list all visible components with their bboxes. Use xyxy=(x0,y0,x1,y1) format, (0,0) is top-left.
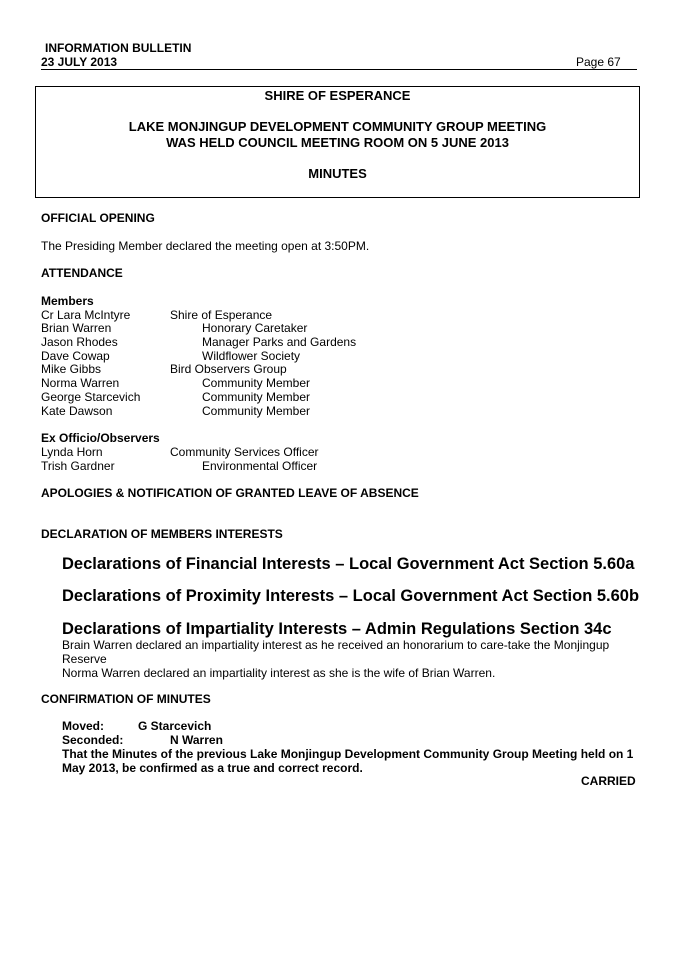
meeting-title-line1: LAKE MONJINGUP DEVELOPMENT COMMUNITY GROUP MEETING xyxy=(128,119,547,134)
member-role: Community Member xyxy=(202,404,311,418)
impartiality-interests-heading: Declarations of Impartiality Interests – Admin Regulations Section 34c xyxy=(62,620,612,638)
observer-role: Environmental Officer xyxy=(202,459,318,473)
bulletin-date: 23 JULY 2013 xyxy=(41,55,118,69)
member-name: Dave Cowap xyxy=(41,349,110,363)
member-name: Jason Rhodes xyxy=(41,335,118,349)
meeting-title-line2: WAS HELD COUNCIL MEETING ROOM ON 5 JUNE 2013 xyxy=(166,135,509,150)
resolution-text: That the Minutes of the previous Lake Monjingup Development Community Group Meeting held on 1 May 2013, be confirmed as a true and correct record. xyxy=(62,747,634,775)
seconded-label: Seconded: xyxy=(62,733,124,747)
header-rule xyxy=(41,69,637,70)
moved-label: Moved: xyxy=(62,719,104,733)
financial-interests-heading: Declarations of Financial Interests – Local Government Act Section 5.60a xyxy=(62,555,635,573)
opening-text: The Presiding Member declared the meeting open at 3:50PM. xyxy=(41,239,370,253)
impartiality-declaration-2: Norma Warren declared an impartiality interest as she is the wife of Brian Warren. xyxy=(62,666,496,680)
page-number: Page 67 xyxy=(576,55,621,69)
member-name: Cr Lara McIntyre xyxy=(41,308,131,322)
bulletin-title: INFORMATION BULLETIN xyxy=(45,41,192,55)
observers-heading: Ex Officio/Observers xyxy=(41,431,160,445)
observer-name: Lynda Horn xyxy=(41,445,103,459)
seconded-by: N Warren xyxy=(170,733,223,747)
observer-role: Community Services Officer xyxy=(170,445,319,459)
member-role: Bird Observers Group xyxy=(170,362,287,376)
member-name: Mike Gibbs xyxy=(41,362,102,376)
member-role: Manager Parks and Gardens xyxy=(202,335,357,349)
member-role: Shire of Esperance xyxy=(170,308,273,322)
document-type: MINUTES xyxy=(308,166,367,181)
member-name: George Starcevich xyxy=(41,390,141,404)
moved-by: G Starcevich xyxy=(138,719,212,733)
proximity-interests-heading: Declarations of Proximity Interests – Local Government Act Section 5.60b xyxy=(62,587,640,605)
declarations-heading: DECLARATION OF MEMBERS INTERESTS xyxy=(41,527,283,541)
member-name: Brian Warren xyxy=(41,321,112,335)
org-name: SHIRE OF ESPERANCE xyxy=(264,88,411,103)
members-heading: Members xyxy=(41,294,94,308)
member-role: Honorary Caretaker xyxy=(202,321,308,335)
observer-name: Trish Gardner xyxy=(41,459,115,473)
member-role: Wildflower Society xyxy=(202,349,301,363)
confirmation-heading: CONFIRMATION OF MINUTES xyxy=(41,692,211,706)
motion-result: CARRIED xyxy=(581,774,636,788)
member-role: Community Member xyxy=(202,390,311,404)
apologies-heading: APOLOGIES & NOTIFICATION OF GRANTED LEAVE OF ABSENCE xyxy=(41,486,419,500)
attendance-heading: ATTENDANCE xyxy=(41,266,123,280)
impartiality-declaration-1: Brain Warren declared an impartiality interest as he received an honorarium to care-take the Monjingup Reserve xyxy=(62,638,610,666)
member-role: Community Member xyxy=(202,376,311,390)
member-name: Norma Warren xyxy=(41,376,120,390)
opening-heading: OFFICIAL OPENING xyxy=(41,211,155,225)
member-name: Kate Dawson xyxy=(41,404,113,418)
